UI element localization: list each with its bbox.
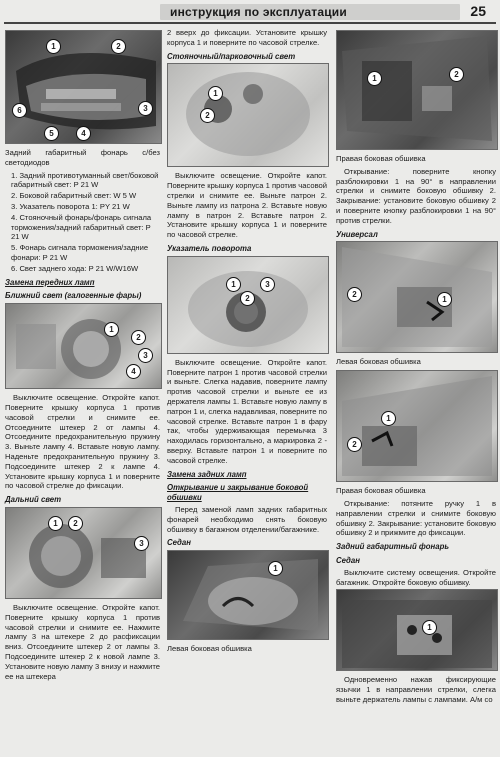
callout: 1 <box>226 277 241 292</box>
callout: 4 <box>76 126 91 141</box>
legend-item: 5. Фонарь сигнала торможения/задние фонари: P 21 W <box>11 243 149 262</box>
instruction-text: Выключите освещение. Откройте капот. Поверните крышку корпуса 1 против часовой стрелки и снимите ее. Выньте патрон 2. Выньте лампу из патрона 2. Вставьте новую лампу в патрон 2. Вставьте патрон 2. Установите крышку корпуса 1 и поверните по часовой стрелке. <box>167 171 327 240</box>
subsection-heading: Задний габаритный фонарь <box>336 542 449 552</box>
instruction-text: Одновременно нажав фиксирующие язычки 1 в направлении стрелки, слегка выньте держатель лампы с лампами. А/м со <box>336 675 496 704</box>
instruction-text: Выключите систему освещения. Откройте багажник. Откройте боковую обшивку. <box>336 567 496 587</box>
instruction-text: Открывание: поверните кнопку разблокировки 1 на 90° в направлении стрелки и снимите боковую обшивку 2. Закрывание: установите боковую обшивку 2 и поверните кнопку разблокировки 1 на 90° против стрелки. <box>336 166 496 225</box>
callout: 2 <box>449 67 464 82</box>
parking-light-illustration <box>168 64 328 166</box>
callout: 6 <box>12 103 27 118</box>
high-beam-illustration <box>6 508 161 598</box>
column-1 <box>5 28 160 682</box>
legend-item: 3. Указатель поворота 1: PY 21 W <box>11 201 130 211</box>
callout: 2 <box>240 291 255 306</box>
lamp-holder-illustration <box>337 590 497 670</box>
callout: 1 <box>437 292 452 307</box>
section-heading: Замена передних ламп <box>5 277 95 287</box>
callout: 1 <box>208 86 223 101</box>
instruction-text: Перед заменой ламп задних габаритных фонарей необходимо снять боковую обшивку в багажном отделении/багажнике. <box>167 504 327 534</box>
legend-item: 4. Стояночный фонарь/фонарь сигнала торможения/задний габаритный свет: P 21 W <box>11 212 152 242</box>
page-number: 25 <box>470 3 486 19</box>
sedan-left-trim-illustration <box>168 551 328 639</box>
legend-item: 1. Задний противотуманный свет/боковой габаритный свет: P 21 W <box>11 170 159 190</box>
photo-wagon-left-trim <box>336 241 498 353</box>
subsection-heading: Указатель поворота <box>167 243 252 253</box>
callout: 1 <box>46 39 61 54</box>
callout: 1 <box>422 620 437 635</box>
instruction-text: Выключите освещение. Откройте капот. Поверните крышку корпуса 1 против часовой стрелки и снимите ее. Нажмите лампу 3 на штекере 2 до расфиксации вниз. Отсоедините штекер 2 от лампы 3. Подсоедините штекер 2 к новой лампе 3. Установите новую лампу 3 внизу и нажмите ее на штекера <box>5 602 160 681</box>
callout: 2 <box>347 287 362 302</box>
callout: 3 <box>138 348 153 363</box>
page-header <box>0 0 500 24</box>
subsection-heading: Дальний свет <box>5 495 62 505</box>
sedan-right-trim-illustration <box>337 31 497 149</box>
subsection-heading: Стояночный/парковочный свет <box>167 51 296 61</box>
running-title: инструкция по эксплуатации <box>170 5 347 19</box>
subsection-heading: Седан <box>167 538 191 548</box>
callout: 3 <box>260 277 275 292</box>
subsection-heading: Ближний свет (галогенные фары) <box>5 291 142 301</box>
photo-low-beam <box>5 303 162 389</box>
callout: 2 <box>111 39 126 54</box>
instruction-text: 2 вверх до фиксации. Установите крышку корпуса 1 и поверните по часовой стрелке. <box>167 28 327 47</box>
section-heading: Замена задних ламп <box>167 469 247 479</box>
caption: Правая боковая обшивка <box>336 154 426 163</box>
photo-rear-lamp <box>5 30 162 144</box>
callout: 3 <box>134 536 149 551</box>
column-2 <box>167 28 327 657</box>
callout: 3 <box>138 101 153 116</box>
callout: 1 <box>268 561 283 576</box>
callout: 1 <box>367 71 382 86</box>
wagon-right-trim-illustration <box>337 371 497 481</box>
callout: 2 <box>131 330 146 345</box>
caption: Задний габаритный фонарь с/без светодиодов <box>5 148 160 167</box>
column-3 <box>336 28 496 706</box>
subsection-heading: Универсал <box>336 229 378 239</box>
instruction-text: Выключите освещение. Откройте капот. Поверните крышку корпуса 1 против часовой стрелки и снимите ее. Отсоедините штекер 2 от лампы 4. Отсоедините предохранительную пружину 3. Выньте лампу 4. Вставьте новую лампу. Наденьте предохранительную пружину 3. Подсоедините штекер 2 к лампе 4. Установите крышку корпуса 1 и поверните по часовой стрелке до фиксации. <box>5 393 160 491</box>
legend-item: 6. Свет заднего хода: P 21 W/W16W <box>11 263 139 273</box>
callout: 2 <box>68 516 83 531</box>
callout: 1 <box>381 411 396 426</box>
callout: 2 <box>200 108 215 123</box>
photo-high-beam <box>5 507 162 599</box>
photo-turn-signal <box>167 256 329 354</box>
instruction-text: Открывание: потяните ручку 1 в направлении стрелки и снимите боковую обшивку 2. Закрывание: установите боковую обшивку 2 и прижмите до фиксации. <box>336 498 496 538</box>
caption: Левая боковая обшивка <box>167 644 252 654</box>
header-rule <box>4 22 496 24</box>
callout: 5 <box>44 126 59 141</box>
photo-lamp-holder <box>336 589 498 671</box>
callout: 2 <box>347 437 362 452</box>
photo-parking-light <box>167 63 329 167</box>
callout: 4 <box>126 364 141 379</box>
caption: Левая боковая обшивка <box>336 357 421 367</box>
section-heading: Открывание и закрывание боковой обшивки <box>167 483 309 503</box>
photo-sedan-right-trim <box>336 30 498 150</box>
callout: 1 <box>104 322 119 337</box>
photo-sedan-left-trim <box>167 550 329 640</box>
legend-item: 2. Боковой габаритный свет: W 5 W <box>11 191 137 201</box>
caption: Правая боковая обшивка <box>336 486 426 496</box>
instruction-text: Выключите освещение. Откройте капот. Поверните патрон 1 против часовой стрелки и выньте. Слегка надавив, поверните лампу против часовой стрелки и выньте ее из держателя лампы 1. Вставьте новую лампу в патрон 1 и, слегка надавливая, поверните по часовой стрелке. Вставьте патрон 1 в фару так, чтобы удерживающая перемычка 3 находилась горизонтально, а маркировка 2 - вверху. Вставьте патрон 1 и поверните по часовой стрелке. <box>167 357 327 465</box>
callout: 1 <box>48 516 63 531</box>
subsection-heading: Седан <box>336 555 360 565</box>
photo-wagon-right-trim <box>336 370 498 482</box>
